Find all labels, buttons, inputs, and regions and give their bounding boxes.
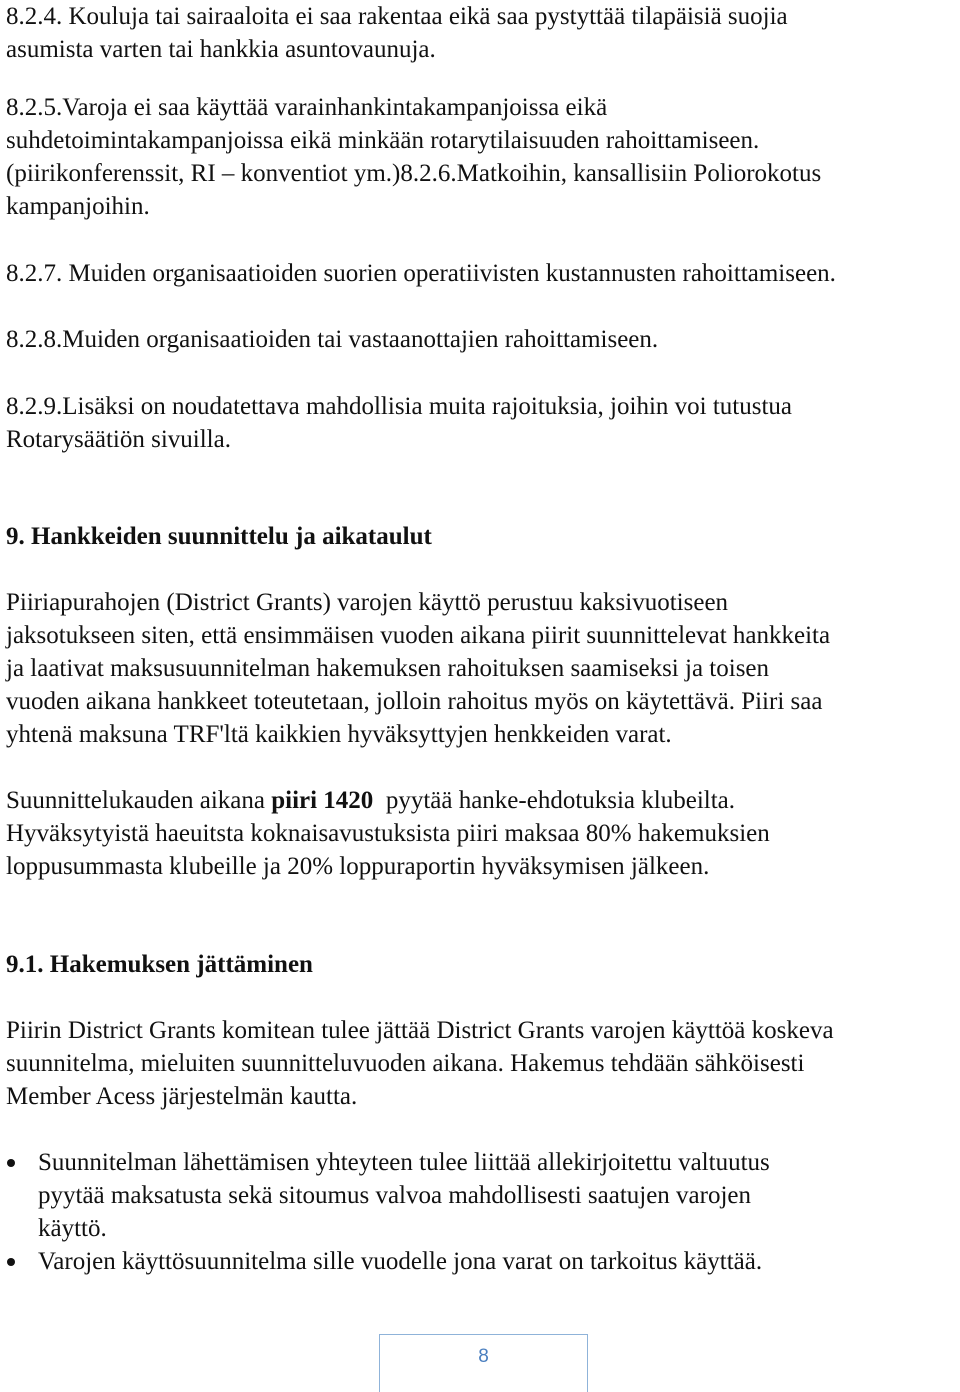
text-line: vuoden aikana hankkeet toteutetaan, jolloin rahoitus myös on käytettävä. Piiri saa — [6, 688, 823, 715]
text-line: suhdetoimintakampanjoissa eikä minkään rotarytilaisuuden rahoittamiseen. — [6, 127, 760, 154]
text-line: (piirikonferenssit, RI – konventiot ym.)8.2.6.Matkoihin, kansallisiin Poliorokotus — [6, 160, 822, 187]
section-heading-9-1: 9.1. Hakemuksen jättäminen — [6, 951, 313, 978]
item-8-2-5 — [6, 91, 821, 223]
text-line: asumista varten tai hankkia asuntovaunuja. — [6, 36, 436, 63]
text-line: kampanjoihin. — [6, 193, 150, 220]
section-heading-9: 9. Hankkeiden suunnittelu ja aikataulut — [6, 523, 432, 550]
text-line: ja laativat maksusuunnitelman hakemuksen rahoituksen saamiseksi ja toisen — [6, 655, 770, 682]
text-line: loppusummasta klubeille ja 20% loppuraportin hyväksymisen jälkeen. — [6, 853, 710, 880]
bullet-item — [38, 1245, 762, 1278]
text-line: Varojen käyttösuunnitelma sille vuodelle jona varat on tarkoitus käyttää. — [38, 1248, 763, 1275]
text-line: Piiriapurahojen (District Grants) varojen käyttö perustuu kaksivuotiseen — [6, 589, 729, 616]
text-line: 8.2.5.Varoja ei saa käyttää varainhankintakampanjoissa eikä — [6, 94, 608, 121]
page-number: 8 — [379, 1334, 588, 1392]
text-run: pyytää hanke-ehdotuksia klubeilta. — [373, 787, 736, 814]
district-number: piiri 1420 — [271, 787, 374, 814]
item-8-2-9 — [6, 390, 792, 456]
text-line: 8.2.9.Lisäksi on noudatettava mahdollisia muita rajoituksia, joihin voi tutustua — [6, 393, 792, 420]
text-line: 8.2.7. Muiden organisaatioiden suorien operatiivisten kustannusten rahoittamiseen. — [6, 260, 836, 287]
paragraph-9-1 — [6, 1014, 834, 1113]
item-8-2-8 — [6, 323, 658, 356]
text-line: Rotarysäätiön sivuilla. — [6, 426, 231, 453]
text-line: 8.2.8.Muiden organisaatioiden tai vastaanottajien rahoittamiseen. — [6, 326, 659, 353]
text-line: Member Acess järjestelmän kautta. — [6, 1083, 358, 1110]
text-line: käyttö. — [38, 1215, 107, 1242]
item-8-2-7 — [6, 257, 836, 290]
text-line: suunnitelma, mieluiten suunnitteluvuoden aikana. Hakemus tehdään sähköisesti — [6, 1050, 805, 1077]
text-line: Suunnitelman lähettämisen yhteyteen tulee liittää allekirjoitettu valtuutus — [38, 1149, 770, 1176]
bullet-icon — [7, 1159, 15, 1167]
text-line: Piirin District Grants komitean tulee jättää District Grants varojen käyttöä koskeva — [6, 1017, 834, 1044]
text-line: 8.2.4. Kouluja tai sairaaloita ei saa rakentaa eikä saa pystyttää tilapäisiä suojia — [6, 3, 788, 30]
item-8-2-4 — [6, 0, 788, 66]
paragraph-9-funding — [6, 784, 770, 883]
text-line: pyytää maksatusta sekä sitoumus valvoa mahdollisesti saatujen varojen — [38, 1182, 752, 1209]
text-line: yhtenä maksuna TRF'ltä kaikkien hyväksyttyjen henkkeiden varat. — [6, 721, 672, 748]
text-line — [6, 784, 770, 817]
paragraph-9-intro — [6, 586, 830, 751]
bullet-item — [38, 1146, 770, 1245]
text-line: Hyväksytyistä haeuitsta koknaisavustuksista piiri maksaa 80% hakemuksien — [6, 820, 770, 847]
text-line: jaksotukseen siten, että ensimmäisen vuoden aikana piirit suunnittelevat hankkeita — [6, 622, 831, 649]
bullet-icon — [7, 1258, 15, 1266]
text-run: Suunnittelukauden aikana — [6, 787, 272, 814]
